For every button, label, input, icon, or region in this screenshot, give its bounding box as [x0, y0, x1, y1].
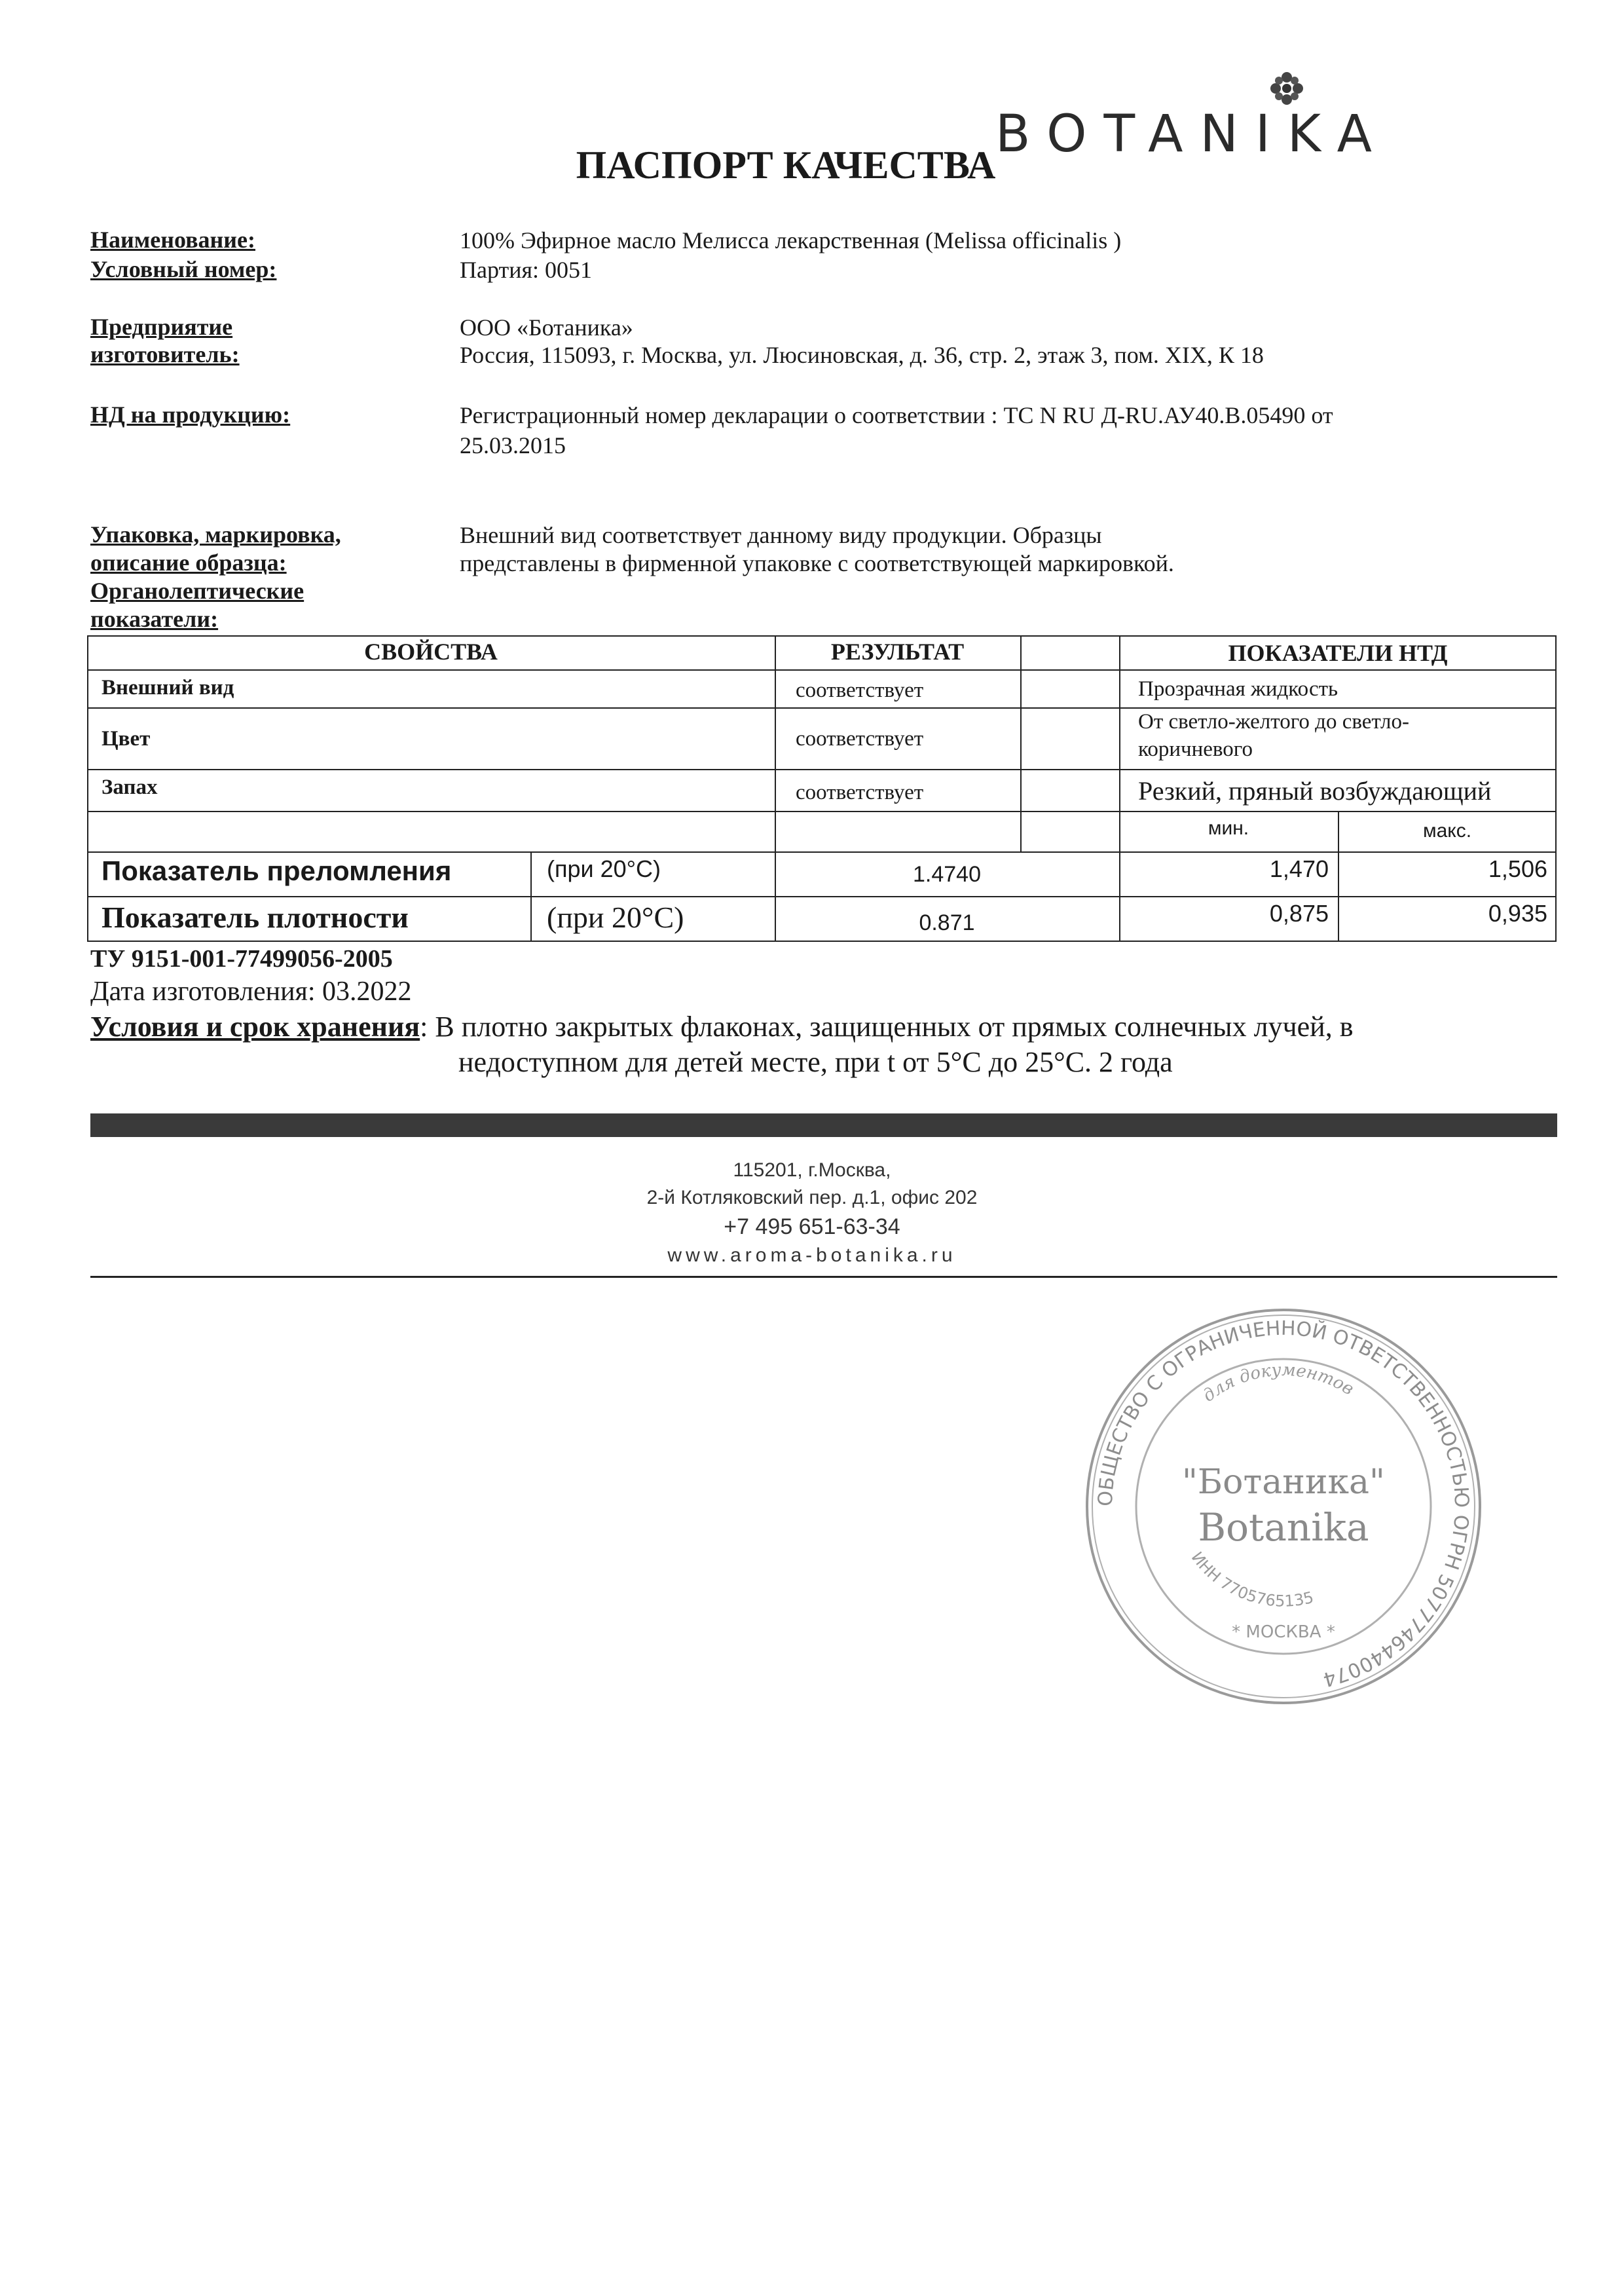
max-label: макс. — [1422, 820, 1472, 842]
nd-label: НД на продукцию: — [90, 401, 291, 428]
density-cond: (при 20°С) — [547, 901, 684, 934]
row-color-norm-1: От светло-желтого до светло- — [1138, 710, 1409, 734]
maker-label-1: Предприятие — [90, 314, 233, 340]
density-max: 0,935 — [1488, 900, 1547, 927]
code-value: Партия: 0051 — [460, 257, 593, 283]
svg-text:ИНН 7705765135 — [1188, 1548, 1316, 1611]
maker-value-2: Россия, 115093, г. Москва, ул. Люсиновская, д. 36, стр. 2, этаж 3, пом. XIX, К 18 — [460, 342, 1264, 368]
row-smell-result: соответствует — [796, 781, 924, 804]
header-result: РЕЗУЛЬТАТ — [830, 639, 965, 665]
stamp-outer-text: ОБЩЕСТВО С ОГРАНИЧЕННОЙ ОТВЕТСТВЕННОСТЬЮ ОГРН 5077746440074 — [1094, 1316, 1473, 1691]
maker-value-1: ООО «Ботаника» — [460, 314, 633, 341]
footer-address-1: 115201, г.Москва, — [733, 1159, 891, 1181]
pack-label-3: Органолептические — [90, 578, 304, 604]
min-label: мин. — [1208, 817, 1249, 839]
manufacture-date: Дата изготовления: 03.2022 — [90, 977, 412, 1007]
refraction-min: 1,470 — [1269, 855, 1329, 882]
row-smell-prop: Запах — [101, 775, 158, 799]
pack-label-4: показатели: — [90, 606, 219, 632]
density-result: 0.871 — [919, 910, 975, 935]
pack-label-2: описание образца: — [90, 550, 287, 576]
footer-website: www.aroma-botanika.ru — [667, 1244, 957, 1266]
refraction-result: 1.4740 — [913, 862, 981, 887]
storage-line-1 — [90, 1010, 1354, 1043]
page-title: ПАСПОРТ КАЧЕСТВА — [576, 143, 996, 187]
storage-text-2: недоступном для детей месте, при t от 5°С до 25°С. 2 года — [458, 1046, 1173, 1078]
storage-colon: : — [420, 1011, 428, 1043]
nd-value-2: 25.03.2015 — [460, 432, 566, 458]
refraction-label: Показатель преломления — [101, 855, 452, 886]
header-norm: ПОКАЗАТЕЛИ НТД — [1228, 640, 1448, 666]
tu-code: ТУ 9151-001-77499056-2005 — [90, 945, 393, 973]
stamp-name-ru: "Ботаника" — [1182, 1463, 1385, 1502]
properties-table — [87, 635, 1557, 942]
stamp-inn: ИНН 7705765135 — [1187, 1548, 1316, 1611]
name-label: Наименование: — [90, 227, 255, 253]
stamp-name-lat: Botanika — [1198, 1505, 1369, 1550]
density-label: Показатель плотности — [101, 901, 409, 934]
stamp-inner-top: для документов — [1199, 1360, 1357, 1406]
header-props: СВОЙСТВА — [364, 639, 498, 665]
row-color-result: соответствует — [796, 727, 924, 751]
footer-phone: +7 495 651-63-34 — [724, 1214, 900, 1239]
stamp-city: * МОСКВА * — [1232, 1622, 1335, 1642]
footer-address-2: 2-й Котляковский пер. д.1, офис 202 — [646, 1187, 978, 1208]
row-appearance-result: соответствует — [796, 679, 924, 702]
footer-bar — [90, 1113, 1557, 1137]
row-smell-norm: Резкий, пряный возбуждающий — [1138, 776, 1492, 806]
pack-label-1: Упаковка, маркировка, — [90, 521, 341, 548]
pack-value-1: Внешний вид соответствует данному виду продукции. Образцы — [460, 522, 1102, 548]
row-appearance-norm: Прозрачная жидкость — [1138, 677, 1338, 701]
footer-divider — [90, 1276, 1557, 1278]
pack-value-2: представлены в фирменной упаковке с соответствующей маркировкой. — [460, 550, 1174, 576]
refraction-cond: (при 20°С) — [547, 855, 661, 882]
density-min: 0,875 — [1269, 900, 1329, 927]
row-color-prop: Цвет — [101, 727, 151, 751]
nd-value-1: Регистрационный номер декларации о соответствии : ТС N RU Д-RU.АУ40.В.05490 от — [460, 402, 1333, 428]
row-color-norm-2: коричневого — [1138, 737, 1253, 761]
row-appearance-prop: Внешний вид — [101, 676, 234, 700]
storage-label: Условия и срок хранения — [90, 1011, 420, 1043]
storage-text-1: В плотно закрытых флаконах, защищенных от прямых солнечных лучей, в — [435, 1011, 1354, 1043]
logo-text: BOTANIKA — [995, 105, 1389, 164]
company-stamp — [1074, 1297, 1493, 1716]
refraction-max: 1,506 — [1488, 855, 1547, 882]
name-value: 100% Эфирное масло Мелисса лекарственная (Melissa officinalis ) — [460, 227, 1122, 253]
maker-label-2: изготовитель: — [90, 341, 240, 367]
code-label: Условный номер: — [90, 256, 277, 282]
